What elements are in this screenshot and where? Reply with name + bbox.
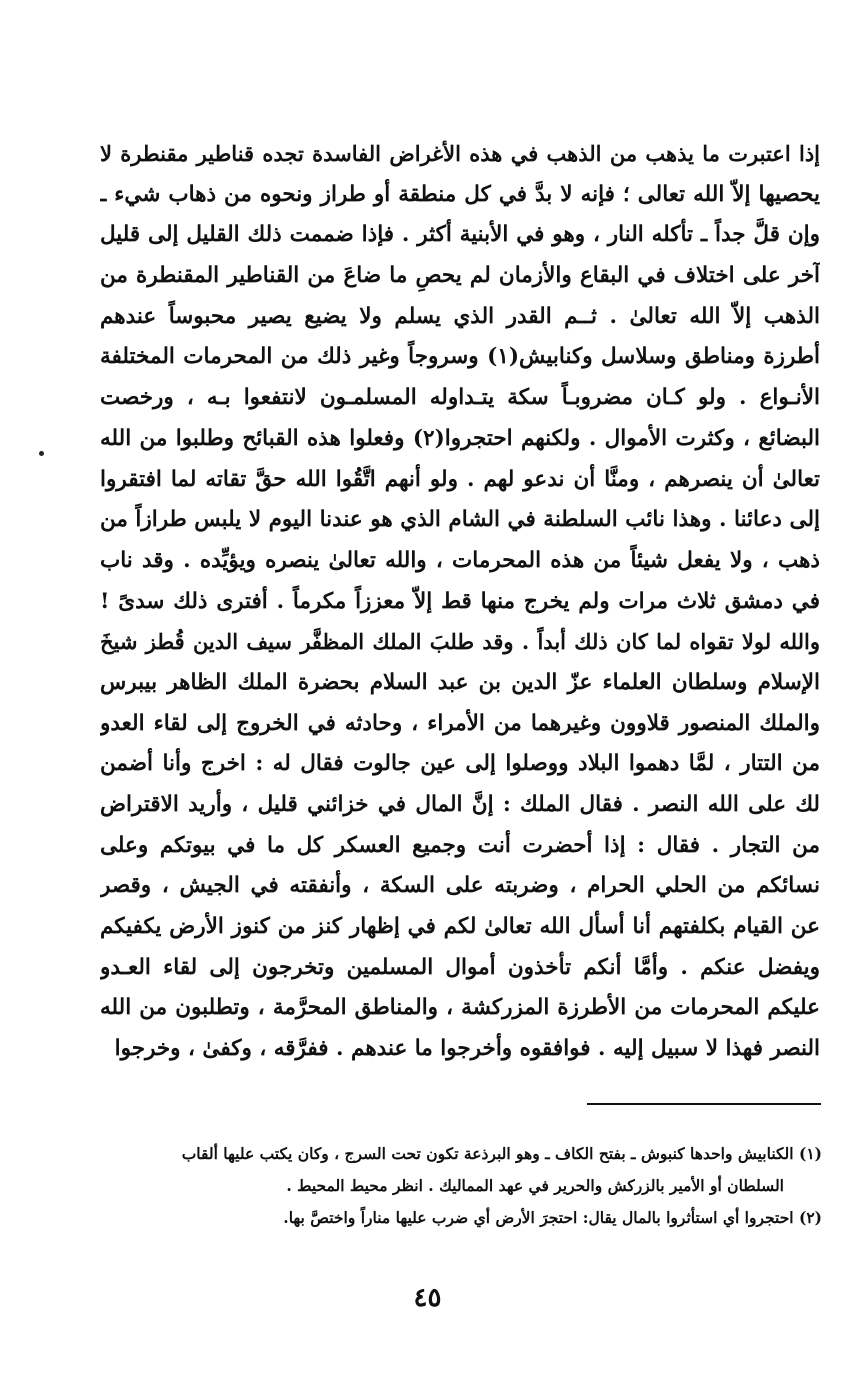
text-line-11: ذهب ، ولا يفعل شيئاً من هذه المحرمات ، والله تعالىٰ ينصره ويؤيِّده . وقد ناب bbox=[100, 547, 820, 573]
text-line-16: من التتار ، لمَّا دهموا البلاد ووصلوا إلى عين جالوت فقال له : اخرج وأنا أضمن bbox=[100, 751, 820, 777]
text-line-21: ويفضل عنكم . وأمَّا أنكم تأخذون أموال المسلمين وتخرجون إلى لقاء العـدو bbox=[100, 954, 820, 980]
text-line-20: عن القيام بكلفتهم أنا أسأل الله تعالىٰ لكم في إظهار كنز من كنوز الأرض يكفيكم bbox=[100, 914, 820, 940]
footnote-2: (٢) احتجروا أي استأثروا بالمال يقال: احتجرَ الأرض أي ضرب عليها مناراً واختصَّ بها. bbox=[283, 1208, 822, 1227]
footnote-divider bbox=[587, 1103, 821, 1105]
text-line-5: الذهب إلاّ الله تعالىٰ . ثــم القدر الذي يسلم ولا يضيع يصير محبوساً عندهم bbox=[100, 303, 820, 329]
text-line-12: في دمشق ثلاث مرات ولم يخرج منها قط إلاّ معززاً مكرماً . أفترى ذلك سدىً ! bbox=[100, 588, 820, 614]
text-line-23: النصر فهذا لا سبيل إليه . فوافقوه وأخرجوا ما عندهم . ففرَّقه ، وكفىٰ ، وخرجوا bbox=[114, 1036, 820, 1062]
main-text-block bbox=[100, 134, 820, 1070]
text-line-19: نسائكم من الحلي الحرام ، وضربته على السكة ، وأنفقته في الجيش ، وقصر bbox=[100, 873, 820, 899]
page-number: ٤٥ bbox=[413, 1283, 442, 1313]
margin-dot bbox=[39, 451, 44, 456]
footnote-1-line-1: (١) الكنابيش واحدها كنبوش ـ بفتح الكاف ـ وهو البرذعة تكون تحت السرج ، وكان يكتب عليها ألقاب bbox=[181, 1144, 822, 1163]
text-line-17: لك على الله النصر . فقال الملك : إنَّ المال في خزائني قليل ، وأريد الاقتراض bbox=[100, 792, 820, 817]
text-line-6: أطرزة ومناطق وسلاسل وكنابيش(١) وسروجاً وغير ذلك من المحرمات المختلفة bbox=[100, 344, 820, 370]
text-line-9: تعالىٰ أن ينصرهم ، ومنَّا أن ندعو لهم . ولو أنهم اتَّقُوا الله حقَّ تقاته لما افتقروا bbox=[100, 466, 820, 492]
text-line-22: عليكم المحرمات من الأطرزة المزركشة ، والمناطق المحرَّمة ، وتطلبون من الله bbox=[100, 995, 820, 1021]
text-line-8: البضائع ، وكثرت الأموال . ولكنهم احتجروا(٢) وفعلوا هذه القبائح وطلبوا من الله bbox=[100, 425, 820, 451]
text-line-7: الأنـواع . ولو كـان مضروبـاً سكة يتـداوله المسلمـون لانتفعوا بـه ، ورخصت bbox=[100, 385, 820, 411]
text-line-1: إذا اعتبرت ما يذهب من الذهب في هذه الأغراض الفاسدة تجده قناطير مقنطرة لا bbox=[100, 141, 820, 166]
text-line-4: آخر على اختلاف في البقاع والأزمان لم يحصِ ما ضاعَ من القناطير المقنطرة من bbox=[100, 263, 820, 289]
text-line-10: إلى دعائنا . وهذا نائب السلطنة في الشام الذي هو عندنا اليوم لا يلبس طرازاً من bbox=[100, 507, 820, 533]
text-line-3: وإن قلَّ جداً ـ تأكله النار ، وهو في الأبنية أكثر . فإذا ضممت ذلك القليل إلى قليل bbox=[100, 222, 820, 248]
text-line-15: والملك المنصور قلاوون وغيرهما من الأمراء ، وحادثه في الخروج إلى لقاء العدو bbox=[100, 710, 820, 736]
text-line-18: من التجار . فقال : إذا أحضرت أنت وجميع العسكر كل ما في بيوتكم وعلى bbox=[100, 832, 820, 858]
text-line-13: والله لولا تقواه لما كان ذلك أبداً . وقد طلبَ الملك المظفَّر سيف الدين قُطز شيخَ bbox=[100, 629, 820, 655]
text-line-14: الإسلام وسلطان العلماء عزّ الدين بن عبد السلام بحضرة الملك الظاهر بيبرس bbox=[100, 669, 820, 695]
footnotes-block bbox=[110, 1138, 822, 1234]
footnote-1-line-2: السلطان أو الأمير بالزركش والحرير في عهد المماليك . انظر محيط المحيط . bbox=[286, 1176, 784, 1195]
text-line-2: يحصيها إلاّ الله تعالى ؛ فإنه لا بدَّ في كل منطقة أو طراز ونحوه من ذهاب شيء ـ bbox=[100, 181, 820, 207]
